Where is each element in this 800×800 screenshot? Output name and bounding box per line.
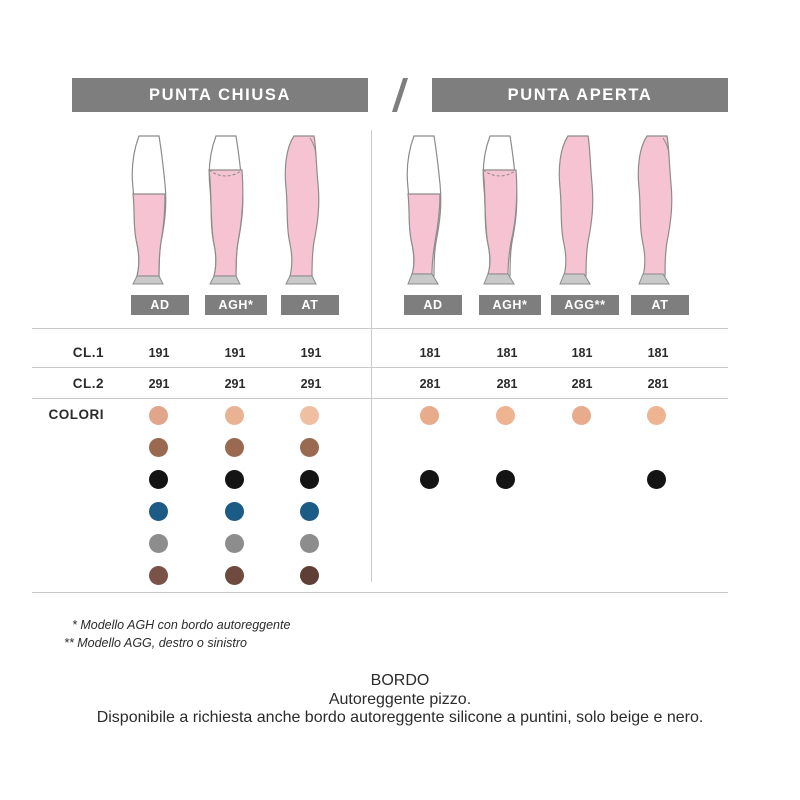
bordo-line-2: Disponibile a richiesta anche bordo autoreggente silicone a puntini, solo beige e nero. — [96, 709, 704, 726]
rule-bottom — [32, 592, 728, 593]
color-swatch — [300, 534, 319, 553]
cell-cl2-agh-open: 281 — [496, 377, 518, 391]
header-bars — [72, 78, 728, 112]
cell-cl2-agg-open: 281 — [571, 377, 593, 391]
cell-cl2-at-closed: 291 — [300, 377, 322, 391]
cell-cl2-ad-open: 281 — [419, 377, 441, 391]
row-label-cl1: CL.1 — [72, 345, 104, 360]
cell-cl2-at-open: 281 — [647, 377, 669, 391]
figure-at-closed — [272, 134, 334, 286]
color-swatch — [149, 502, 168, 521]
color-swatch — [300, 566, 319, 585]
color-swatch — [225, 438, 244, 457]
color-swatch — [300, 406, 319, 425]
cell-cl1-agh-closed: 191 — [224, 346, 246, 360]
cell-cl1-ad-open: 181 — [419, 346, 441, 360]
row-label-cl2: CL.2 — [72, 376, 104, 391]
figure-agh-open — [470, 134, 532, 286]
color-swatch — [225, 534, 244, 553]
color-swatch — [647, 406, 666, 425]
header-punta-aperta: PUNTA APERTA — [432, 78, 728, 112]
model-label-row — [72, 295, 728, 315]
color-swatch — [300, 438, 319, 457]
model-label-at-closed: AT — [281, 295, 339, 315]
model-label-ad-open: AD — [404, 295, 462, 315]
cell-cl2-ad-closed: 291 — [148, 377, 170, 391]
header-divider-slash — [368, 78, 432, 112]
figure-at-open — [625, 134, 687, 286]
figure-agh-closed — [196, 134, 258, 286]
cell-cl1-agh-open: 181 — [496, 346, 518, 360]
figure-ad-open — [394, 134, 456, 286]
header-punta-chiusa: PUNTA CHIUSA — [72, 78, 368, 112]
bordo-title: BORDO — [370, 672, 430, 689]
cell-cl1-at-closed: 191 — [300, 346, 322, 360]
color-swatch — [300, 502, 319, 521]
figure-ad-closed — [119, 134, 181, 286]
color-swatch — [149, 534, 168, 553]
color-swatch — [420, 406, 439, 425]
rule-cl1 — [32, 367, 728, 368]
cell-cl2-agh-closed: 291 — [224, 377, 246, 391]
color-swatch — [149, 438, 168, 457]
figure-row — [72, 134, 728, 294]
cell-cl1-agg-open: 181 — [571, 346, 593, 360]
color-swatch — [300, 470, 319, 489]
rule-top — [32, 328, 728, 329]
model-label-agh-open: AGH* — [479, 295, 541, 315]
cell-cl1-ad-closed: 191 — [148, 346, 170, 360]
color-swatch — [496, 470, 515, 489]
model-label-at-open: AT — [631, 295, 689, 315]
footnote-agg: ** Modello AGG, destro o sinistro — [64, 636, 247, 650]
color-swatch — [149, 470, 168, 489]
row-label-colori: COLORI — [48, 407, 104, 422]
color-swatch — [420, 470, 439, 489]
footnote-agh: * Modello AGH con bordo autoreggente — [72, 618, 291, 632]
color-swatch — [225, 566, 244, 585]
color-swatch — [225, 406, 244, 425]
model-label-ad-closed: AD — [131, 295, 189, 315]
color-swatch — [225, 502, 244, 521]
figure-agg-open — [546, 134, 608, 286]
model-label-agg-open: AGG** — [551, 295, 619, 315]
color-swatch — [149, 406, 168, 425]
cell-cl1-at-open: 181 — [647, 346, 669, 360]
color-swatch — [225, 470, 244, 489]
color-swatch — [149, 566, 168, 585]
rule-cl2 — [32, 398, 728, 399]
bordo-line-1: Autoreggente pizzo. — [328, 691, 472, 708]
color-swatch — [647, 470, 666, 489]
model-label-agh-closed: AGH* — [205, 295, 267, 315]
color-swatch — [572, 406, 591, 425]
color-swatch — [496, 406, 515, 425]
